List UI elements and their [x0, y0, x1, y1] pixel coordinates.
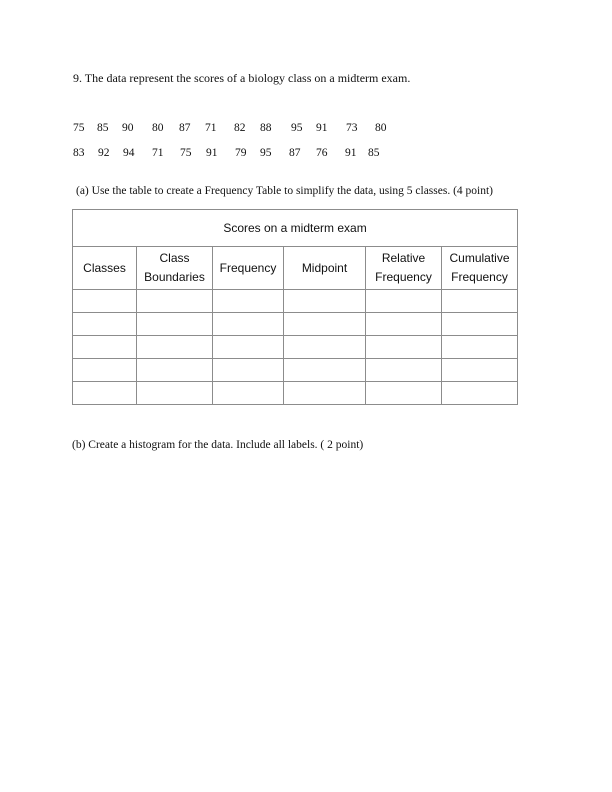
column-header-line: Midpoint — [301, 260, 348, 275]
score-value: 95 — [291, 122, 303, 134]
table-cell — [442, 313, 518, 336]
table-cell — [213, 290, 284, 313]
table-cell — [366, 313, 442, 336]
table-row — [73, 313, 518, 336]
table-cell — [442, 290, 518, 313]
score-value: 71 — [152, 147, 164, 159]
score-value: 92 — [98, 147, 110, 159]
data-row-1 — [73, 122, 395, 134]
table-cell — [73, 382, 137, 405]
score-value: 80 — [152, 122, 164, 134]
table-cell — [73, 313, 137, 336]
column-header — [284, 247, 366, 290]
table-cell — [284, 382, 366, 405]
part-b-instructions: (b) Create a histogram for the data. Include all labels. ( 2 point) — [72, 439, 364, 451]
score-value: 85 — [97, 122, 109, 134]
table-cell — [137, 290, 213, 313]
table-cell — [284, 336, 366, 359]
score-value: 87 — [179, 122, 191, 134]
score-value: 82 — [234, 122, 246, 134]
data-row-2 — [73, 147, 388, 159]
table-cell — [73, 359, 137, 382]
score-value: 80 — [375, 122, 387, 134]
frequency-table — [72, 209, 518, 405]
table-cell — [366, 382, 442, 405]
table-cell — [137, 359, 213, 382]
table-row — [73, 382, 518, 405]
score-value: 90 — [122, 122, 134, 134]
score-value: 91 — [206, 147, 218, 159]
table-cell — [213, 313, 284, 336]
table-row — [73, 359, 518, 382]
table-cell — [284, 313, 366, 336]
table-cell — [73, 290, 137, 313]
table-cell — [366, 290, 442, 313]
column-header-line: Cumulative — [449, 251, 510, 265]
score-value: 73 — [346, 122, 358, 134]
score-value: 91 — [316, 122, 328, 134]
score-value: 91 — [345, 147, 357, 159]
column-header-line: Frequency — [375, 270, 432, 284]
table-cell — [366, 359, 442, 382]
column-header — [73, 247, 137, 290]
table-cell — [137, 382, 213, 405]
score-value: 75 — [73, 122, 85, 134]
column-header-line: Frequency — [219, 260, 277, 275]
table-cell — [366, 336, 442, 359]
table-cell — [137, 336, 213, 359]
table-row — [73, 336, 518, 359]
score-value: 87 — [289, 147, 301, 159]
table-title: Scores on a midterm exam — [73, 210, 518, 247]
score-value: 75 — [180, 147, 192, 159]
score-value: 95 — [260, 147, 272, 159]
table-cell — [137, 313, 213, 336]
table-cell — [442, 382, 518, 405]
column-header-line: Relative — [381, 251, 426, 265]
column-header — [137, 247, 213, 290]
table-header-row — [73, 247, 518, 290]
score-value: 88 — [260, 122, 272, 134]
score-value: 71 — [205, 122, 217, 134]
table-cell — [73, 336, 137, 359]
column-header-line: Classes — [83, 260, 126, 275]
column-header — [213, 247, 284, 290]
table-cell — [442, 336, 518, 359]
table-cell — [284, 290, 366, 313]
column-header-line: Frequency — [451, 270, 508, 284]
score-value: 76 — [316, 147, 328, 159]
column-header-line: Class — [159, 251, 190, 265]
score-value: 94 — [123, 147, 135, 159]
table-cell — [284, 359, 366, 382]
table-cell — [213, 336, 284, 359]
table-cell — [442, 359, 518, 382]
part-a-instructions: (a) Use the table to create a Frequency Table to simplify the data, using 5 classes. (4 point) — [76, 185, 494, 197]
column-header — [442, 247, 518, 290]
table-cell — [213, 359, 284, 382]
table-row — [73, 290, 518, 313]
table-body — [73, 290, 518, 405]
table-cell — [213, 382, 284, 405]
column-header-line: Boundaries — [144, 270, 205, 284]
score-value: 85 — [368, 147, 380, 159]
score-value: 79 — [235, 147, 247, 159]
column-header — [366, 247, 442, 290]
score-value: 83 — [73, 147, 85, 159]
question-text: 9. The data represent the scores of a biology class on a midterm exam. — [73, 71, 411, 85]
